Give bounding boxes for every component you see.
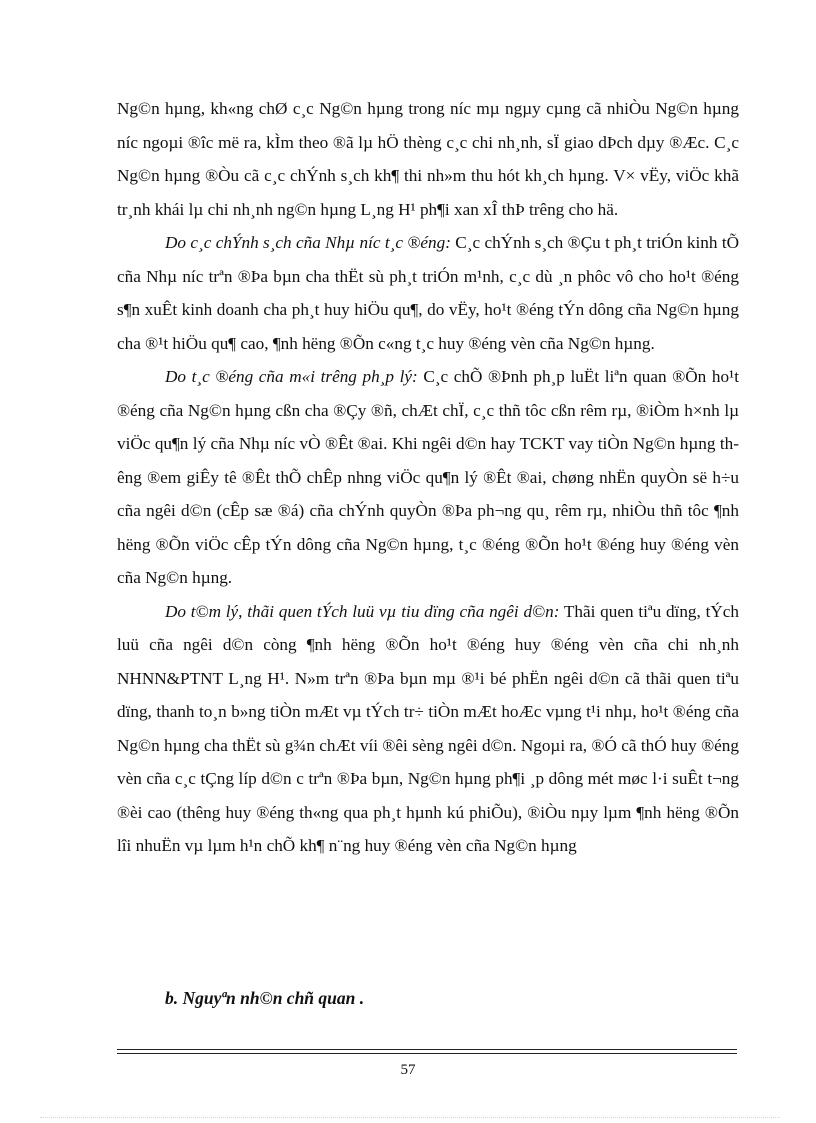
paragraph-text: C¸c chÕ ®Þnh ph¸p luËt liªn quan ®Õn ho¹t ®éng cña Ng©n hµng cßn cha ®Çy ®ñ, chÆt chÏ, c¸c thñ tôc cßn rêm rµ, ®iÒm h×nh lµ viÖc qu¶n lý cña Nhµ níc vÒ ®Êt ®ai. Khi ngêi d©n hay TCKT vay tiÒn Ng©n hµng thêng ®em giÊy tê ®Êt thÕ chÊp nhng viÖc qu¶n lý ®Êt ®ai, chøng nhËn quyÒn së h÷u cña ngêi d©n (cÊp sæ ®á) cña chÝnh quyÒn ®Þa ph¬ng qu¸ rêm rµ, nhiÒu thñ tôc ¶nh hëng ®Õn viÖc cÊp tÝn dông cña Ng©n hµng, t¸c ®éng ®Õn ho¹t ®éng huy ®éng vèn cña Ng©n hµng.: [117, 367, 739, 587]
footer-rule-bottom: [117, 1053, 737, 1054]
paragraph-lead: Do c¸c chÝnh s¸ch cña Nhµ níc t¸c ®éng:: [165, 233, 451, 252]
footer-rule: [117, 1049, 737, 1054]
paragraph-lead: Do t©m lý, thãi quen tÝch luü vµ tiu dïng cña ngêi d©n:: [165, 601, 560, 621]
section-heading: b. Nguyªn nh©n chñ quan .: [165, 988, 365, 1008]
paragraph-text: C¸c chÝnh s¸ch ®Çu t ph¸t triÓn kinh tÕ cña Nhµ níc trªn ®Þa bµn cha thËt sù ph¸t triÓn m¹nh, c¸c dù ¸n phôc vô cho ho¹t ®éng s¶n xuÊt kinh doanh cha ph¸t huy hiÖu qu¶, do vËy, ho¹t ®éng tÝn dông cña Ng©n hµng cha ®¹t hiÖu qu¶ cao, ¶nh hëng ®Õn c«ng t¸c huy ®éng vèn cña Ng©n hµng.: [117, 233, 740, 353]
footer-rule-top: [117, 1049, 737, 1050]
paragraph-consumer-habits: [117, 595, 739, 863]
page-edge-divider: [40, 1117, 780, 1118]
paragraph-lead: Do t¸c ®éng cña m«i trêng ph¸p lý:: [165, 367, 418, 386]
body-text: [117, 92, 739, 863]
paragraph-legal-environment: [117, 360, 739, 595]
paragraph-text: Thãi quen tiªu dïng, tÝch luü cña ngêi d©n còng ¶nh hëng ®Õn ho¹t ®éng huy ®éng vèn cña chi nh¸nh NHNN&PTNT L¸ng H¹. N»m trªn ®Þa bµn mµ ®¹i bé phËn ngêi d©n cã thãi quen tiªu dïng, thanh to¸n b»ng tiÒn mÆt vµ tÝch tr÷ tiÒn mÆt hoÆc vµng t¹i nhµ, ho¹t ®éng cña Ng©n hµng cha thËt sù g¾n chÆt víi ®êi sèng ngêi d©n. Ngoµi ra, ®Ó cã thÓ huy ®éng vèn cña c¸c tÇng líp d©n c trªn ®Þa bµn, Ng©n hµng ph¶i ¸p dông mét møc l·i suÊt t¬ng ®èi cao (thêng huy ®éng th«ng qua ph¸t hµnh kú phiÕu), ®iÒu nµy lµm ¶nh hëng ®Õn lîi nhuËn vµ lµm h¹n chÕ kh¶ n¨ng huy ®éng vèn cña Ng©n hµng: [117, 601, 739, 855]
page-number: 57: [400, 1062, 416, 1078]
paragraph-text: Ng©n hµng, kh«ng chØ c¸c Ng©n hµng trong níc mµ ngµy cµng cã nhiÒu Ng©n hµng níc ngoµi ®îc më ra, kÌm theo ®ã lµ hÖ thèng c¸c chi nh¸nh, sÏ giao dÞch dµy ®Æc. C¸c Ng©n hµng ®Òu cã c¸c chÝnh s¸ch kh¶ thi nh»m thu hót kh¸ch hµng. V× vËy, viÖc khã tr¸nh khái lµ chi nh¸nh ng©n hµng L¸ng H¹ ph¶i xan xÎ thÞ trêng cho hä.: [117, 99, 739, 219]
paragraph-state-policy: [117, 226, 739, 360]
paragraph-competition: [117, 92, 739, 226]
